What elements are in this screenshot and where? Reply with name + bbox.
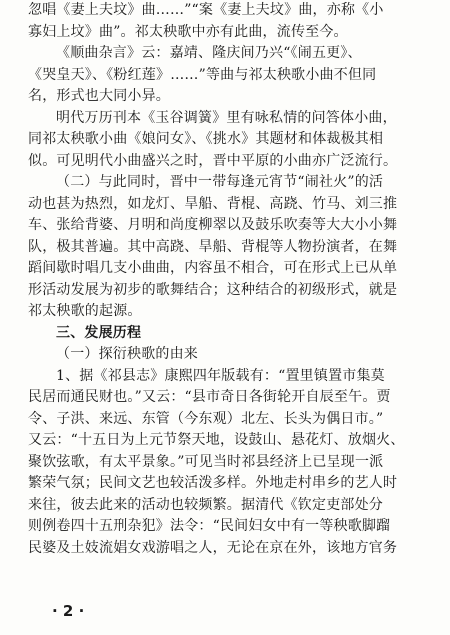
text-line: 繁荣气氛；民间文艺也较活泼多样。外地走村串乡的艺人时 <box>28 475 398 491</box>
text-line: 似。可见明代小曲盛兴之时，晋中平原的小曲亦广泛流行。 <box>28 152 398 169</box>
text-line: 同祁太秧歌小曲《娘问女》、《挑水》其题材和体裁极其相 <box>28 131 384 147</box>
text-line: 蹈间歇时唱几支小曲曲，内容虽不相合，可在形式上已从单 <box>28 260 398 276</box>
text-line: 名，形式也大同小异。 <box>28 88 170 104</box>
text-line: 明代万历刊本《玉谷调簧》里有咏私情的问答体小曲， <box>56 109 397 126</box>
text-line: 寡妇上坟》曲”。祁太秧歌中亦有此曲，流传至今。 <box>28 23 348 40</box>
text-line: 令、子洪、来远、东管（今东观）北左、长头为偶日市。” <box>28 410 384 427</box>
text-line: （二）与此同时，晋中一带每逢元宵节“闹社火”的活 <box>56 174 384 190</box>
page-number: · 2 · <box>52 602 85 620</box>
text-line: 《哭皇天》、《粉红莲》……”等曲与祁太秧歌小曲不但同 <box>28 66 377 83</box>
text-line: 民婆及土妓流娼女戏游唱之人，无论在京在外，该地方官务 <box>28 539 398 556</box>
text-line: 队，极其普遍。其中高跷、旱船、背棍等人物扮演者，在舞 <box>28 238 398 255</box>
text-line: 祁太秧歌的起源。 <box>28 303 142 319</box>
text-line: 则例卷四十五刑杂犯》法令：“民间妇女中有一等秧歌脚蹓 <box>28 518 391 534</box>
text-line: 民居而通民财也。”又云：“县市奇日各街轮开自辰至午。贾 <box>28 389 391 405</box>
text-line: 忽唱《妻上夫坟》曲……”“案《妻上夫坟》曲，亦称《小 <box>28 2 384 18</box>
text-line: 1、据《祁县志》康熙四年版载有：“置里镇置市集莫 <box>56 367 385 384</box>
text-line: 形活动发展为初步的歌舞结合；这种结合的初级形式，就是 <box>28 281 398 298</box>
text-line: 又云：“十五日为上元节祭天地，设鼓山、悬花灯、放烟火、 <box>28 432 405 448</box>
subsection-heading: （一）探衍秧歌的由来 <box>56 346 198 362</box>
text-line: 车、张给背婆、月明和尚度柳翠以及鼓乐吹奏等大大小小舞 <box>28 217 398 233</box>
text-line: 《顺曲杂言》云：嘉靖、隆庆间乃兴“《闹五更》、 <box>56 45 362 61</box>
section-heading: 三、发展历程 <box>56 324 142 341</box>
text-line: 来往，彼去此来的活动也较频繁。据清代《钦定吏部处分 <box>28 496 383 513</box>
body-text <box>28 0 436 559</box>
text-line: 动也甚为热烈，如龙灯、旱船、背棍、高跷、竹马、刘三推 <box>28 195 398 212</box>
text-line: 聚饮弦歌，有太平景象。”可见当时祁县经济上已呈现一派 <box>28 453 384 470</box>
